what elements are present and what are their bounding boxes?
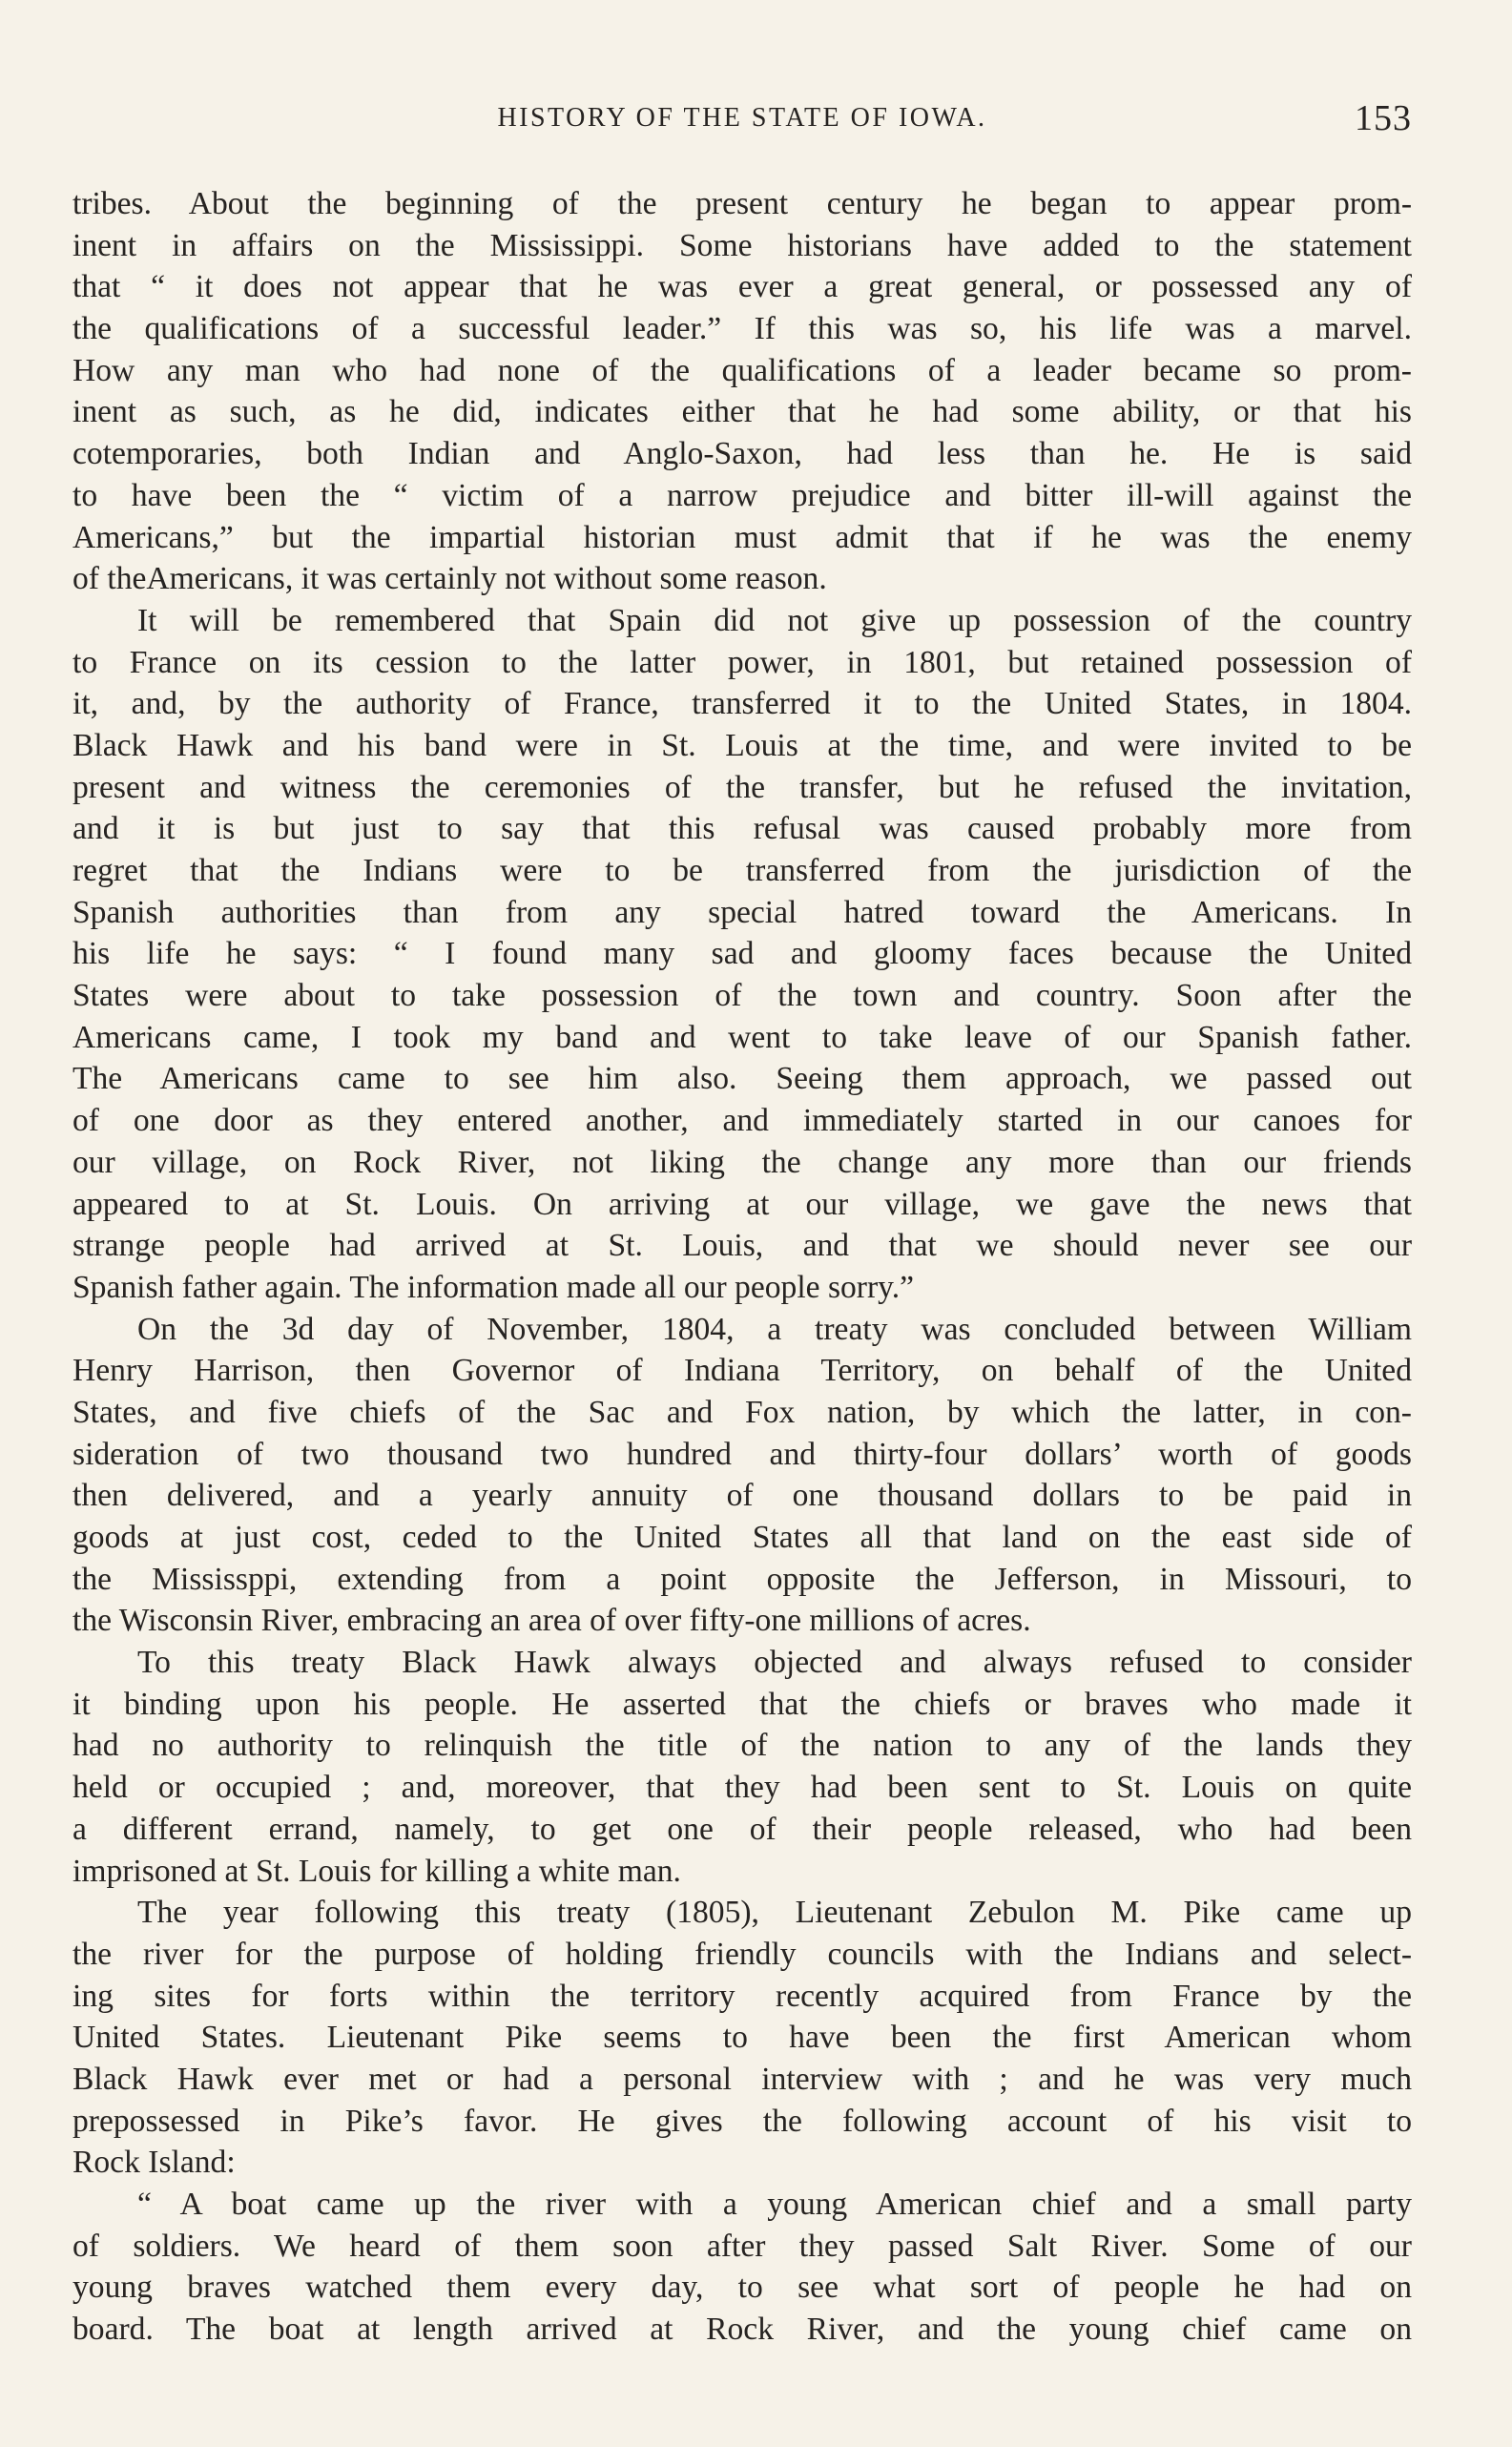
text-line: It will be remembered that Spain did not give up possession of the country (137, 602, 1412, 638)
text-line: inent in affairs on the Mississippi. Some historians have added to the statement (72, 227, 1412, 263)
text-line: held or occupied ; and, moreover, that they had been sent to St. Louis on quite (72, 1770, 1412, 1806)
page-number: 153 (1355, 98, 1412, 138)
text-line: States were about to take possession of the town and country. Soon after the (72, 978, 1412, 1014)
text-line: the Mississppi, extending from a point opposite the Jefferson, in Missouri, to (72, 1561, 1412, 1597)
text-line: imprisoned at St. Louis for killing a white man. (72, 1853, 681, 1889)
text-line: his life he says: “ I found many sad and gloomy faces because the United (72, 936, 1412, 972)
text-line: goods at just cost, ceded to the United States all that land on the east side of (72, 1520, 1412, 1555)
text-line: Rock Island: (72, 2145, 236, 2181)
text-line: strange people had arrived at St. Louis, and that we should never see our (72, 1228, 1412, 1264)
running-head-title: HISTORY OF THE STATE OF IOWA. (497, 103, 987, 133)
text-line: The Americans came to see him also. Seeing them approach, we passed out (72, 1061, 1412, 1097)
text-line: of one door as they entered another, and immediately started in our canoes for (72, 1103, 1412, 1139)
body-text (72, 183, 1412, 2351)
text-line: our village, on Rock River, not liking the change any more than our friends (72, 1144, 1412, 1180)
text-line: the qualifications of a successful leader.” If this was so, his life was a marvel. (72, 311, 1412, 347)
text-line: to have been the “ victim of a narrow prejudice and bitter ill-will against the (72, 477, 1412, 513)
text-line: Spanish authorities than from any special hatred toward the Americans. In (72, 894, 1412, 930)
text-line: a different errand, namely, to get one of their people released, who had been (72, 1811, 1412, 1847)
text-line: cotemporaries, both Indian and Anglo-Saxon, had less than he. He is said (72, 436, 1412, 472)
text-line: then delivered, and a yearly annuity of one thousand dollars to be paid in (72, 1478, 1412, 1514)
text-line: the Wisconsin River, embracing an area of over fifty-one millions of acres. (72, 1603, 1031, 1639)
text-line: Americans came, I took my band and went to take leave of our Spanish father. (72, 1019, 1412, 1055)
running-head (72, 97, 1412, 145)
text-line: Black Hawk ever met or had a personal interview with ; and he was very much (72, 2061, 1412, 2097)
text-line: To this treaty Black Hawk always objected and always refused to consider (137, 1645, 1412, 1681)
text-line: sideration of two thousand two hundred and thirty-four dollars’ worth of goods (72, 1436, 1412, 1472)
text-line: to France on its cession to the latter power, in 1801, but retained possession of (72, 644, 1412, 680)
text-line: ing sites for forts within the territory recently acquired from France by the (72, 1978, 1412, 2014)
text-line: regret that the Indians were to be transferred from the jurisdiction of the (72, 853, 1412, 888)
text-line: of soldiers. We heard of them soon after they passed Salt River. Some of our (72, 2228, 1412, 2264)
text-line: had no authority to relinquish the title of the nation to any of the lands they (72, 1728, 1412, 1764)
text-line: inent as such, as he did, indicates either that he had some ability, or that his (72, 394, 1412, 430)
text-line: that “ it does not appear that he was ever a great general, or possessed any of (72, 269, 1412, 305)
text-line: of theAmericans, it was certainly not without some reason. (72, 561, 827, 597)
text-line: Americans,” but the impartial historian must admit that if he was the enemy (72, 519, 1412, 555)
text-line: it binding upon his people. He asserted that the chiefs or braves who made it (72, 1686, 1412, 1722)
text-line: States, and five chiefs of the Sac and Fox nation, by which the latter, in con- (72, 1394, 1412, 1430)
text-line: the river for the purpose of holding friendly councils with the Indians and select- (72, 1936, 1412, 1972)
text-line: Black Hawk and his band were in St. Louis at the time, and were invited to be (72, 727, 1412, 763)
text-line: The year following this treaty (1805), Lieutenant Zebulon M. Pike came up (137, 1895, 1412, 1931)
text-line: prepossessed in Pike’s favor. He gives the following account of his visit to (72, 2103, 1412, 2139)
text-line: present and witness the ceremonies of the transfer, but he refused the invitation, (72, 769, 1412, 805)
text-line: Henry Harrison, then Governor of Indiana Territory, on behalf of the United (72, 1353, 1412, 1389)
text-line: it, and, by the authority of France, transferred it to the United States, in 1804. (72, 686, 1412, 722)
text-line: United States. Lieutenant Pike seems to have been the first American whom (72, 2020, 1412, 2056)
text-line: and it is but just to say that this refusal was caused probably more from (72, 811, 1412, 847)
text-line: tribes. About the beginning of the present century he began to appear prom- (72, 186, 1412, 221)
text-line: How any man who had none of the qualifications of a leader became so prom- (72, 352, 1412, 388)
text-line: Spanish father again. The information made all our people sorry.” (72, 1269, 915, 1305)
text-line: appeared to at St. Louis. On arriving at our village, we gave the news that (72, 1186, 1412, 1222)
text-line: “ A boat came up the river with a young American chief and a small party (137, 2187, 1412, 2222)
text-line: young braves watched them every day, to see what sort of people he had on (72, 2270, 1412, 2306)
text-line: On the 3d day of November, 1804, a treaty was concluded between William (137, 1311, 1412, 1347)
text-line: board. The boat at length arrived at Rock River, and the young chief came on (72, 2312, 1412, 2348)
